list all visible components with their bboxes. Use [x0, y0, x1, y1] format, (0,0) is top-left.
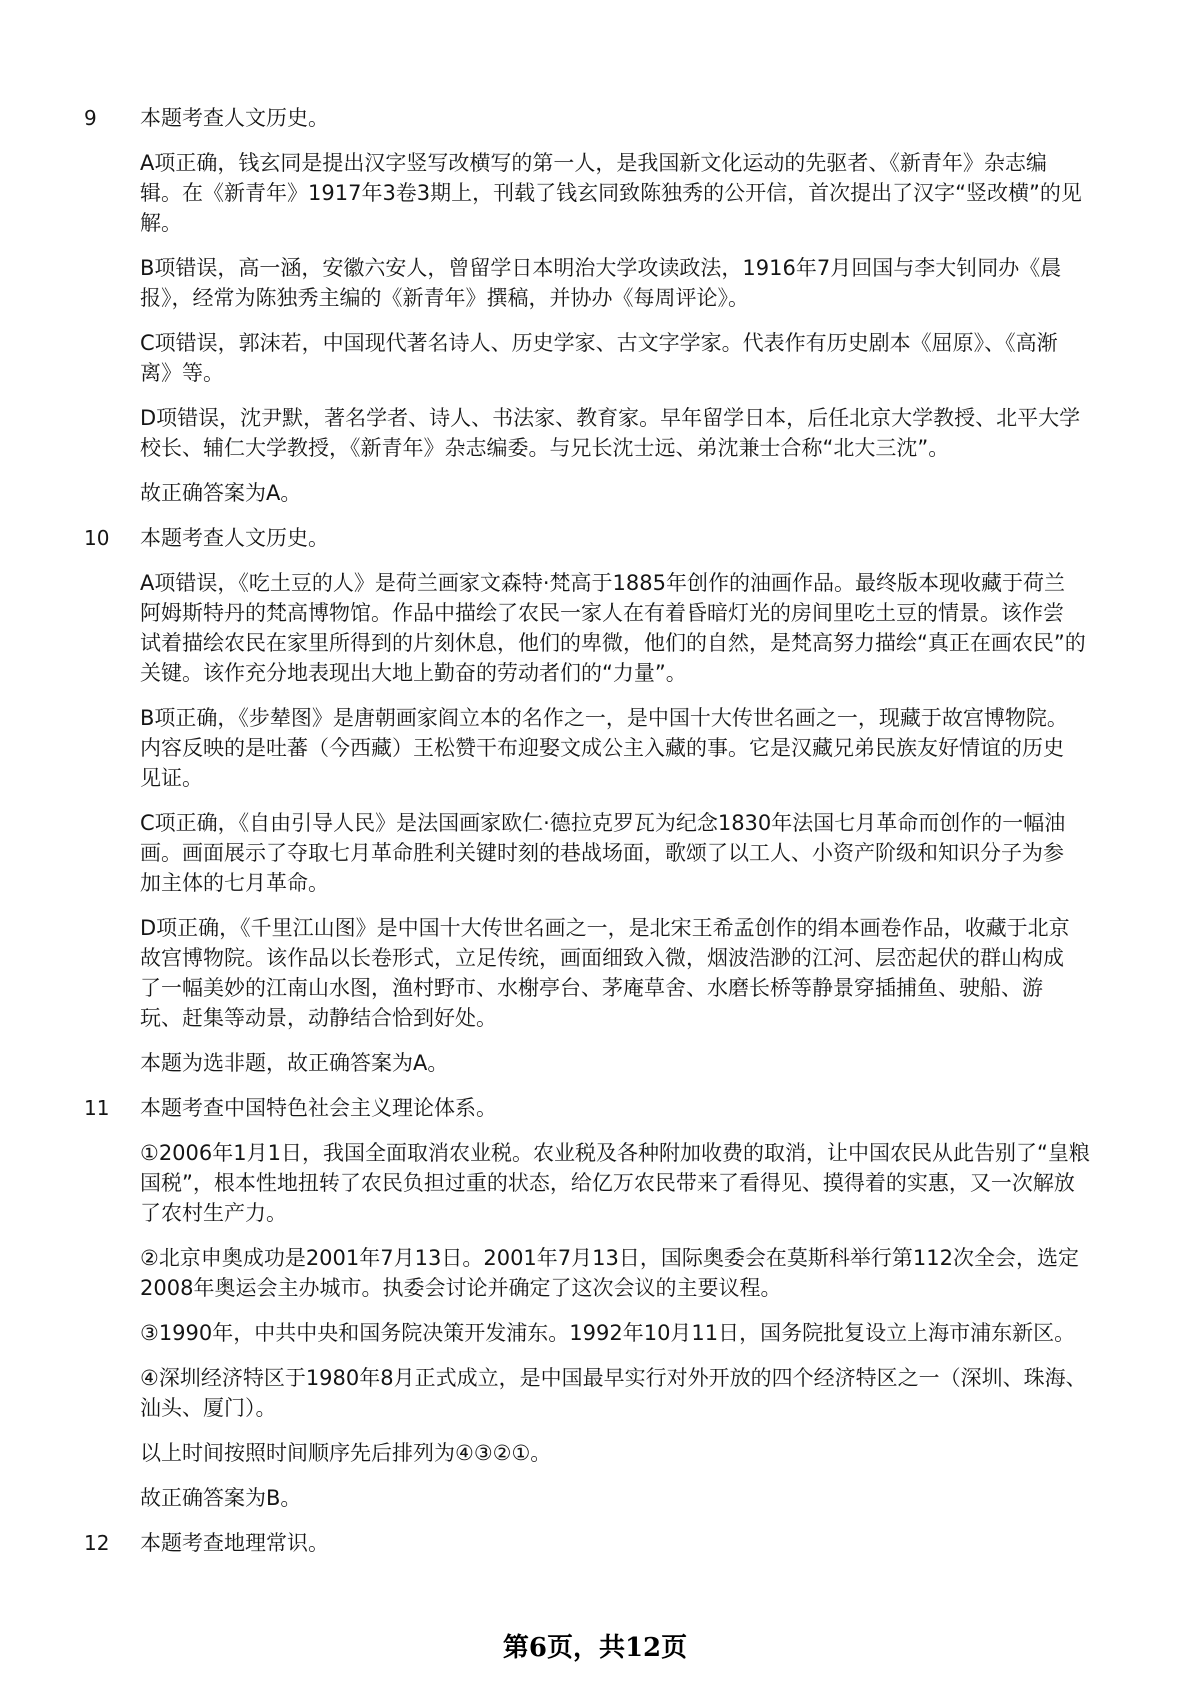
answer-explanations	[0, 103, 1190, 1573]
explanation-paragraph	[140, 1243, 1095, 1303]
section-heading: 本题考查人文历史。	[140, 106, 329, 130]
paragraph-line: 试着描绘农民在家里所得到的片刻休息，他们的卑微，他们的自然，是梵高努力描绘“真正在画农民”的	[140, 631, 1086, 655]
section-heading: 本题考查地理常识。	[140, 1531, 329, 1555]
paragraph-line: 汕头、厦门）。	[140, 1396, 277, 1420]
answer-section	[0, 103, 1190, 508]
paragraph-line: D项正确，《千里江山图》是中国十大传世名画之一，是北宋王希孟创作的绢本画卷作品，收藏于北京	[140, 916, 1070, 940]
answer-section	[0, 1528, 1190, 1558]
section-heading: 本题考查人文历史。	[140, 526, 329, 550]
explanation-paragraph	[140, 1363, 1095, 1423]
explanation-paragraph	[140, 703, 1095, 793]
explanation-paragraph	[140, 808, 1095, 898]
paragraph-line: C项错误，郭沫若，中国现代著名诗人、历史学家、古文字学家。代表作有历史剧本《屈原》、《高渐	[140, 331, 1058, 355]
paragraph-line: ③1990年，中共中央和国务院决策开发浦东。1992年10月11日，国务院批复设立上海市浦东新区。	[140, 1321, 1076, 1345]
explanation-paragraph	[140, 148, 1095, 238]
explanation-paragraph	[140, 568, 1095, 688]
paragraph-line: C项正确，《自由引导人民》是法国画家欧仁·德拉克罗瓦为纪念1830年法国七月革命而创作的一幅油	[140, 811, 1066, 835]
page-footer: 第6页，共12页	[502, 1633, 688, 1663]
explanation-paragraph	[140, 1438, 1095, 1468]
explanation-paragraph	[140, 328, 1095, 388]
paragraph-line: B项错误，高一涵，安徽六安人，曾留学日本明治大学攻读政法，1916年7月回国与李大钊同办《晨	[140, 256, 1062, 280]
paragraph-line: 解。	[140, 211, 182, 235]
paragraph-line: 校长、辅仁大学教授，《新青年》杂志编委。与兄长沈士远、弟沈兼士合称“北大三沈”。	[140, 436, 950, 460]
question-number: 9	[84, 106, 97, 130]
paragraph-line: 故正确答案为B。	[140, 1486, 302, 1510]
paragraph-line: 2008年奥运会主办城市。执委会讨论并确定了这次会议的主要议程。	[140, 1276, 782, 1300]
paragraph-line: 了农村生产力。	[140, 1201, 287, 1225]
explanation-paragraph	[140, 913, 1095, 1033]
paragraph-line: 以上时间按照时间顺序先后排列为④③②①。	[140, 1441, 552, 1465]
explanation-paragraph	[140, 253, 1095, 313]
paragraph-line: B项正确，《步辇图》是唐朝画家阎立本的名作之一，是中国十大传世名画之一，现藏于故宫博物院。	[140, 706, 1068, 730]
explanation-paragraph	[140, 1318, 1095, 1348]
paragraph-line: 见证。	[140, 766, 203, 790]
paragraph-line: 加主体的七月革命。	[140, 871, 329, 895]
answer-section	[0, 523, 1190, 1078]
explanation-paragraph	[140, 403, 1095, 463]
paragraph-line: 了一幅美妙的江南山水图，渔村野市、水榭亭台、茅庵草舍、水磨长桥等静景穿插捕鱼、驶船、游	[140, 976, 1043, 1000]
paragraph-line: ①2006年1月1日，我国全面取消农业税。农业税及各种附加收费的取消，让中国农民从此告别了“皇粮	[140, 1141, 1090, 1165]
paragraph-line: A项错误，《吃土豆的人》是荷兰画家文森特·梵高于1885年创作的油画作品。最终版本现收藏于荷兰	[140, 571, 1065, 595]
paragraph-line: 玩、赶集等动景，动静结合恰到好处。	[140, 1006, 497, 1030]
explanation-paragraph	[140, 1048, 1095, 1078]
paragraph-line: ②北京申奥成功是2001年7月13日。2001年7月13日，国际奥委会在莫斯科举行第112次全会，选定	[140, 1246, 1079, 1270]
explanation-paragraph	[140, 1483, 1095, 1513]
question-number: 10	[84, 526, 110, 550]
paragraph-line: ④深圳经济特区于1980年8月正式成立，是中国最早实行对外开放的四个经济特区之一（深圳、珠海、	[140, 1366, 1087, 1390]
paragraph-line: A项正确，钱玄同是提出汉字竖写改横写的第一人，是我国新文化运动的先驱者、《新青年》杂志编	[140, 151, 1047, 175]
question-number: 11	[84, 1096, 110, 1120]
paragraph-line: 画。画面展示了夺取七月革命胜利关键时刻的巷战场面，歌颂了以工人、小资产阶级和知识分子为参	[140, 841, 1064, 865]
explanation-paragraph	[140, 1138, 1095, 1228]
paragraph-line: 离》等。	[140, 361, 224, 385]
paragraph-line: D项错误，沈尹默，著名学者、诗人、书法家、教育家。早年留学日本，后任北京大学教授、北平大学	[140, 406, 1081, 430]
paragraph-line: 关键。该作充分地表现出大地上勤奋的劳动者们的“力量”。	[140, 661, 687, 685]
paragraph-line: 内容反映的是吐蕃（今西藏）王松赞干布迎娶文成公主入藏的事。它是汉藏兄弟民族友好情谊的历史	[140, 736, 1064, 760]
section-heading: 本题考查中国特色社会主义理论体系。	[140, 1096, 497, 1120]
paragraph-line: 国税”，根本性地扭转了农民负担过重的状态，给亿万农民带来了看得见、摸得着的实惠，又一次解放	[140, 1171, 1075, 1195]
paragraph-line: 辑。在《新青年》1917年3卷3期上，刊载了钱玄同致陈独秀的公开信，首次提出了汉字“竖改横”的见	[140, 181, 1082, 205]
paragraph-line: 阿姆斯特丹的梵高博物馆。作品中描绘了农民一家人在有着昏暗灯光的房间里吃土豆的情景。该作尝	[140, 601, 1064, 625]
answer-section	[0, 1093, 1190, 1513]
paragraph-line: 故宫博物院。该作品以长卷形式，立足传统，画面细致入微，烟波浩渺的江河、层峦起伏的群山构成	[140, 946, 1064, 970]
paragraph-line: 报》，经常为陈独秀主编的《新青年》撰稿，并协办《每周评论》。	[140, 286, 749, 310]
paragraph-line: 本题为选非题，故正确答案为A。	[140, 1051, 449, 1075]
paragraph-line: 故正确答案为A。	[140, 481, 302, 505]
explanation-paragraph	[140, 478, 1095, 508]
question-number: 12	[84, 1531, 110, 1555]
